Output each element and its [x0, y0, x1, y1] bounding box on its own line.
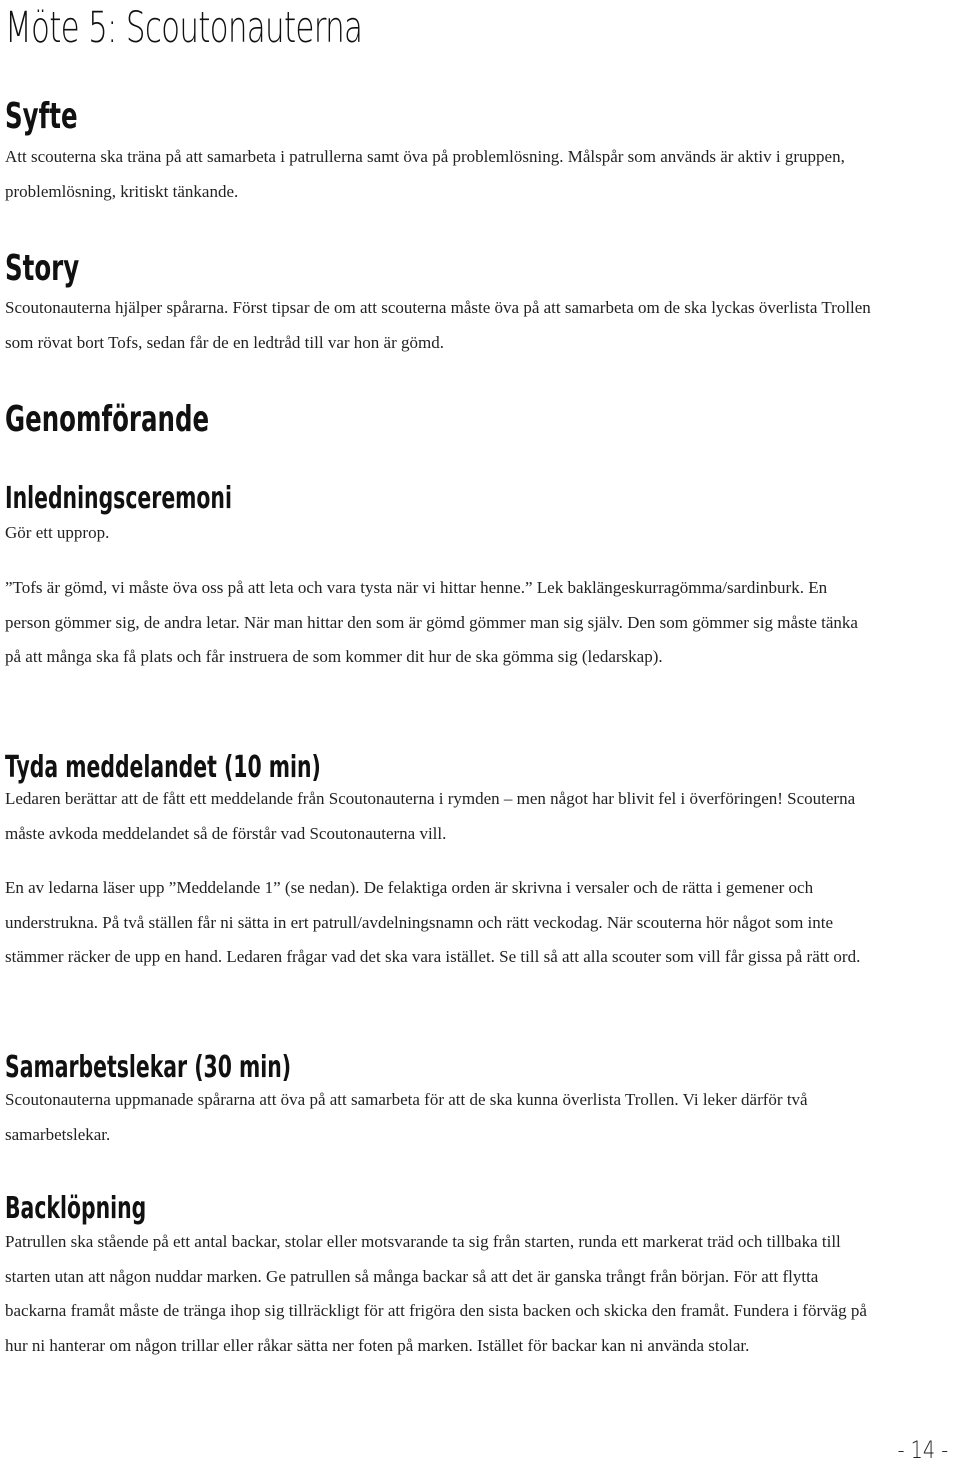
- paragraph-inledningsceremoni-1: Gör ett upprop.: [5, 523, 110, 542]
- paragraph-story: Scoutonauterna hjälper spårarna. Först tipsar de om att scouterna måste öva på att samarbeta om de ska lyckas överlista Trollen som rövat bort Tofs, sedan får de en ledtråd till var hon är gömd.: [5, 298, 871, 352]
- heading-syfte: Syfte: [5, 96, 78, 137]
- paragraph-tyda-2: En av ledarna läser upp ”Meddelande 1” (se nedan). De felaktiga orden är skrivna i versaler och de rätta i gemener och understrukna. På två ställen får ni sätta in ert patrull/avdelningsnamn och rätt veckodag. När scouterna hör något som inte stämmer räcker de upp en hand. Ledaren frågar vad det ska vara istället. Se till så att alla scouter som vill får gissa på rätt ord.: [5, 878, 861, 966]
- paragraph-backlopning: Patrullen ska stående på ett antal backar, stolar eller motsvarande ta sig från starten, runda ett markerat träd och tillbaka till starten utan att någon nuddar marken. Ge patrullen så många backar så att det är ganska trångt från början. För att flytta backarna framåt måste de tränga ihop sig tillräckligt för att frigöra den sista backen och skicka den framåt. Fundera i förväg på hur ni hanterar om någon trillar eller råkar sätta ner foten på marken. Istället för backar kan ni använda stolar.: [5, 1232, 867, 1355]
- document-title: Möte 5: Scoutonauterna: [5, 3, 363, 53]
- heading-samarbetslekar: Samarbetslekar (30 min): [5, 1050, 292, 1085]
- heading-genomforande: Genomförande: [5, 399, 210, 440]
- paragraph-syfte: Att scouterna ska träna på att samarbeta i patrullerna samt öva på problemlösning. Målspår som används är aktiv i gruppen, problemlösning, kritiskt tänkande.: [5, 147, 845, 201]
- paragraph-samarbetslekar: Scoutonauterna uppmanade spårarna att öva på att samarbeta för att de ska kunna överlista Trollen. Vi leker därför två samarbetslekar.: [5, 1090, 808, 1144]
- heading-inledningsceremoni: Inledningsceremoni: [5, 481, 232, 516]
- paragraph-tyda-1: Ledaren berättar att de fått ett meddelande från Scoutonauterna i rymden – men något har blivit fel i överföringen! Scouterna måste avkoda meddelandet så de förstår vad Scoutonauterna vill.: [5, 789, 856, 843]
- heading-story: Story: [5, 248, 80, 289]
- heading-tyda-meddelandet: Tyda meddelandet (10 min): [5, 750, 321, 785]
- paragraph-inledningsceremoni-2: ”Tofs är gömd, vi måste öva oss på att leta och vara tysta när vi hittar henne.” Lek baklängeskurragömma/sardinburk. En person gömmer sig, de andra letar. När man hittar den som är gömd gömmer man sig själv. Den som gömmer sig måste tänka på att många ska få plats och får instruera de som kommer dit hur de ska gömma sig (ledarskap).: [5, 578, 858, 666]
- heading-backlopning: Backlöpning: [5, 1191, 147, 1226]
- page-number: - 14 -: [897, 1436, 948, 1464]
